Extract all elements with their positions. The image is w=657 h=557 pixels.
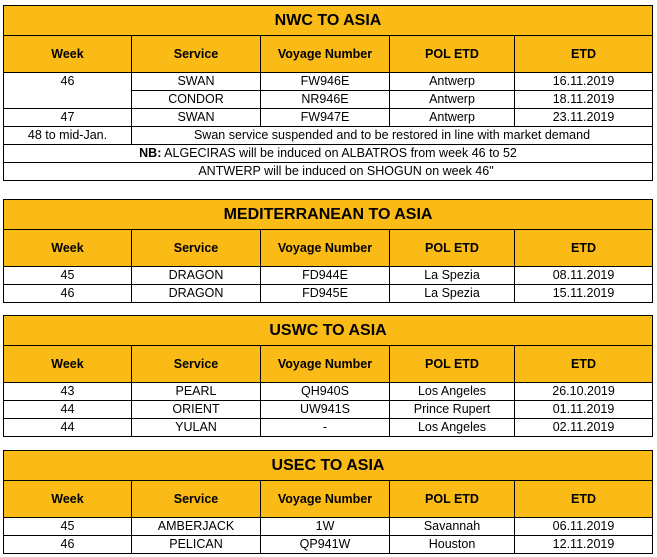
pol-cell: Savannah (390, 518, 515, 536)
etd-cell: 16.11.2019 (515, 73, 653, 91)
voyage-cell: UW941S (261, 401, 390, 419)
column-header-week: Week (4, 481, 132, 518)
week-cell: 45 (4, 267, 132, 285)
table-row (4, 401, 653, 419)
etd-cell: 15.11.2019 (515, 285, 653, 303)
week-cell: 46 (4, 285, 132, 303)
voyage-cell: FW947E (261, 109, 390, 127)
service-cell: YULAN (132, 419, 261, 437)
voyage-cell: QP941W (261, 536, 390, 554)
column-header-pol-etd: POL ETD (390, 346, 515, 383)
etd-cell: 26.10.2019 (515, 383, 653, 401)
column-header-service: Service (132, 346, 261, 383)
table-title: NWC TO ASIA (4, 6, 653, 36)
table-row (4, 267, 653, 285)
service-cell: PEARL (132, 383, 261, 401)
week-cell: 43 (4, 383, 132, 401)
column-header-week: Week (4, 346, 132, 383)
column-header-etd: ETD (515, 481, 653, 518)
week-cell: 46 (4, 73, 132, 109)
usec-to-asia-table (3, 450, 653, 554)
nb-label: NB: (139, 146, 162, 160)
service-cell: DRAGON (132, 285, 261, 303)
note-week-cell: 48 to mid-Jan. (4, 127, 132, 145)
voyage-cell: 1W (261, 518, 390, 536)
column-header-service: Service (132, 481, 261, 518)
nb-note-line1 (4, 145, 653, 163)
week-cell: 44 (4, 401, 132, 419)
etd-cell: 02.11.2019 (515, 419, 653, 437)
voyage-cell: FD945E (261, 285, 390, 303)
table-row (4, 73, 653, 91)
nb-note-row (4, 163, 653, 181)
voyage-cell: FD944E (261, 267, 390, 285)
column-header-week: Week (4, 36, 132, 73)
column-header-week: Week (4, 230, 132, 267)
column-header-pol-etd: POL ETD (390, 36, 515, 73)
table-title: MEDITERRANEAN TO ASIA (4, 200, 653, 230)
uswc-to-asia-table (3, 315, 653, 437)
note-text-cell: Swan service suspended and to be restored in line with market demand (132, 127, 653, 145)
table-row (4, 109, 653, 127)
pol-cell: Antwerp (390, 91, 515, 109)
nb-note-line2: ANTWERP will be induced on SHOGUN on week 46" (4, 163, 653, 181)
column-header-pol-etd: POL ETD (390, 230, 515, 267)
service-cell: DRAGON (132, 267, 261, 285)
voyage-cell: QH940S (261, 383, 390, 401)
pol-cell: Antwerp (390, 73, 515, 91)
column-header-etd: ETD (515, 36, 653, 73)
suspension-note-row (4, 127, 653, 145)
voyage-cell: FW946E (261, 73, 390, 91)
etd-cell: 18.11.2019 (515, 91, 653, 109)
column-header-voyage: Voyage Number (261, 481, 390, 518)
nb-note-row (4, 145, 653, 163)
nwc-to-asia-table (3, 5, 653, 181)
voyage-cell: - (261, 419, 390, 437)
service-cell: PELICAN (132, 536, 261, 554)
week-cell: 45 (4, 518, 132, 536)
service-cell: AMBERJACK (132, 518, 261, 536)
mediterranean-to-asia-table (3, 199, 653, 303)
table-row (4, 518, 653, 536)
week-cell: 46 (4, 536, 132, 554)
column-header-service: Service (132, 36, 261, 73)
week-cell: 44 (4, 419, 132, 437)
pol-cell: La Spezia (390, 285, 515, 303)
column-header-voyage: Voyage Number (261, 230, 390, 267)
pol-cell: Los Angeles (390, 383, 515, 401)
column-header-etd: ETD (515, 230, 653, 267)
voyage-cell: NR946E (261, 91, 390, 109)
column-header-voyage: Voyage Number (261, 346, 390, 383)
week-cell: 47 (4, 109, 132, 127)
column-header-service: Service (132, 230, 261, 267)
pol-cell: La Spezia (390, 267, 515, 285)
nb-text-1: ALGECIRAS will be induced on ALBATROS from week 46 to 52 (164, 146, 517, 160)
service-cell: ORIENT (132, 401, 261, 419)
column-header-voyage: Voyage Number (261, 36, 390, 73)
etd-cell: 23.11.2019 (515, 109, 653, 127)
table-row (4, 383, 653, 401)
service-cell: SWAN (132, 109, 261, 127)
etd-cell: 12.11.2019 (515, 536, 653, 554)
etd-cell: 06.11.2019 (515, 518, 653, 536)
etd-cell: 01.11.2019 (515, 401, 653, 419)
column-header-pol-etd: POL ETD (390, 481, 515, 518)
table-row (4, 536, 653, 554)
pol-cell: Los Angeles (390, 419, 515, 437)
table-row (4, 285, 653, 303)
pol-cell: Prince Rupert (390, 401, 515, 419)
etd-cell: 08.11.2019 (515, 267, 653, 285)
table-row (4, 419, 653, 437)
column-header-etd: ETD (515, 346, 653, 383)
table-title: USWC TO ASIA (4, 316, 653, 346)
service-cell: CONDOR (132, 91, 261, 109)
service-cell: SWAN (132, 73, 261, 91)
pol-cell: Houston (390, 536, 515, 554)
pol-cell: Antwerp (390, 109, 515, 127)
table-title: USEC TO ASIA (4, 451, 653, 481)
